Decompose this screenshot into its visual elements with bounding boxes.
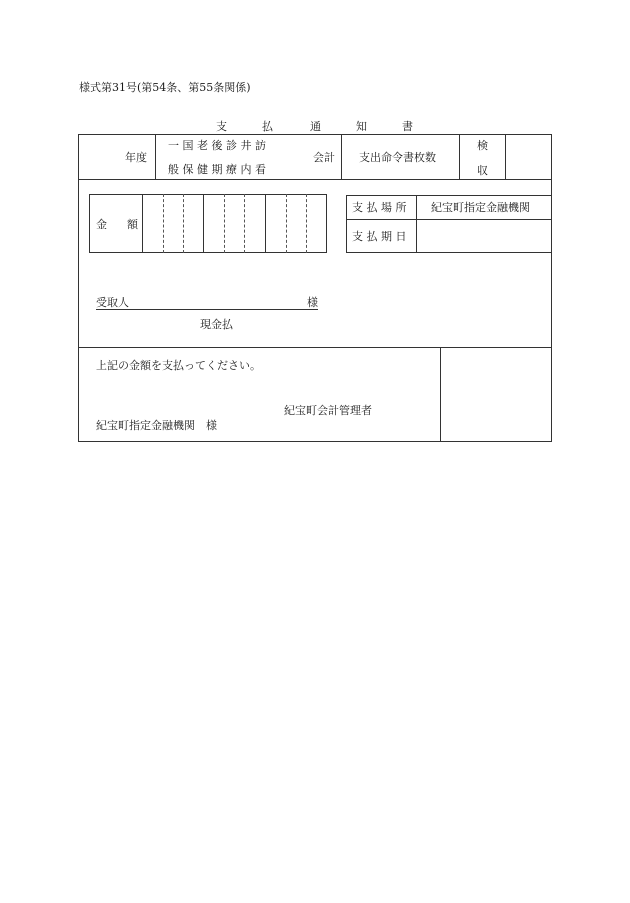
instruction-text: 上記の金額を支払ってください。: [96, 359, 261, 372]
amount-digit-divider: [306, 194, 307, 253]
amount-digit-divider: [183, 194, 184, 253]
amount-divider: [203, 194, 204, 253]
amount-digit-divider: [244, 194, 245, 253]
title-char: 払: [262, 120, 273, 133]
title-char: 書: [402, 120, 413, 133]
bottom-section-vline: [440, 347, 441, 442]
recipient-label: 受取人: [96, 296, 129, 309]
manager-name: 紀宝町会計管理者: [284, 404, 372, 417]
amount-digit-divider: [224, 194, 225, 253]
header-vline-2: [341, 134, 342, 179]
recipient-honorific: 様: [307, 296, 318, 309]
category-top: 一 国 老 後 診 井 訪: [168, 139, 266, 152]
year-label: 年度: [125, 151, 147, 164]
amount-box: [89, 194, 327, 253]
inspect-bottom: 収: [477, 164, 488, 177]
payment-vline-mid: [416, 195, 417, 253]
payment-place-label: 支 払 場 所: [352, 201, 407, 214]
cash-payment-label: 現金払: [200, 318, 233, 331]
order-count-label: 支出命令書枚数: [359, 151, 436, 164]
recipient-underline: [96, 309, 318, 310]
amount-digit-divider: [286, 194, 287, 253]
category-bottom: 般 保 健 期 療 内 看: [168, 163, 266, 176]
payment-date-label: 支 払 期 日: [352, 230, 407, 243]
addressee: 紀宝町指定金融機関 様: [96, 419, 217, 432]
title-char: 通: [310, 120, 321, 133]
payment-bottom-line: [346, 252, 552, 253]
form-number: 様式第31号(第54条、第55条関係): [79, 81, 251, 94]
payment-top-line: [346, 195, 552, 196]
amount-label-1: 金: [96, 218, 107, 231]
payment-place-value: 紀宝町指定金融機関: [431, 201, 530, 214]
amount-divider: [265, 194, 266, 253]
header-vline-3: [459, 134, 460, 179]
header-vline-1: [155, 134, 156, 179]
amount-digit-divider: [163, 194, 164, 253]
form-frame: [78, 134, 552, 442]
payment-mid-line: [346, 219, 552, 220]
amount-label-2: 額: [127, 218, 138, 231]
account-label: 会計: [313, 151, 335, 164]
bottom-section-line: [78, 347, 552, 348]
inspect-top: 検: [477, 139, 488, 152]
header-bottom-line: [78, 179, 552, 180]
title-char: 支: [216, 120, 227, 133]
payment-vline-left: [346, 195, 347, 253]
header-vline-4: [505, 134, 506, 179]
title-char: 知: [356, 120, 367, 133]
amount-divider: [142, 194, 143, 253]
